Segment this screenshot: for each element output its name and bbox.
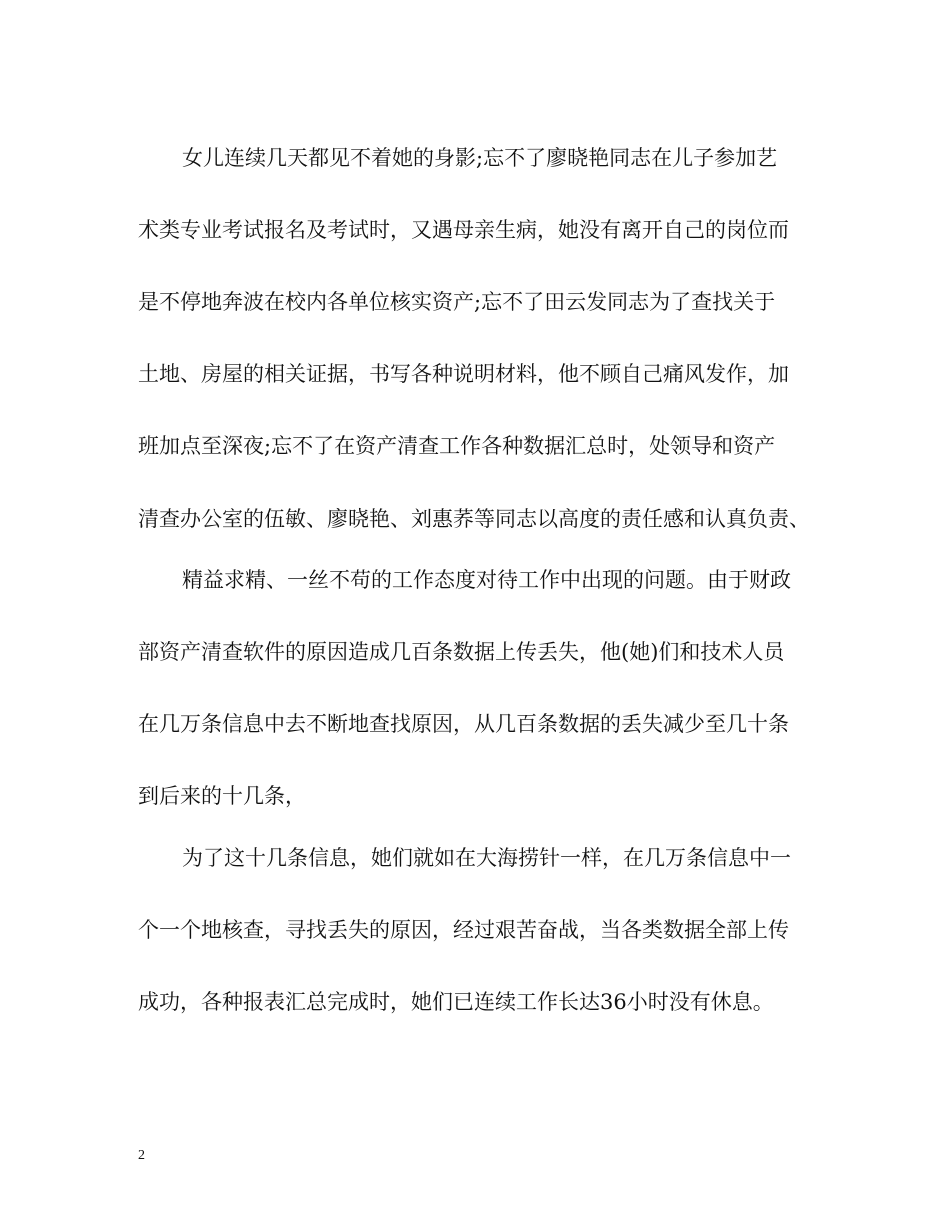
text-line: 成功，各种报表汇总完成时，她们已连续工作长达36小时没有休息。 xyxy=(138,990,774,1014)
text-line: 是不停地奔波在校内各单位核实资产;忘不了田云发同志为了查找关于 xyxy=(138,290,776,314)
text-line: 班加点至深夜;忘不了在资产清查工作各种数据汇总时，处领导和资产 xyxy=(138,434,776,458)
text-line: 在几万条信息中去不断地查找原因，从几百条数据的丢失减少至几十条 xyxy=(138,712,789,736)
text-line: 清查办公室的伍敏、廖晓艳、刘惠荞等同志以高度的责任感和认真负责、 xyxy=(138,507,810,531)
text-line: 土地、房屋的相关证据，书写各种说明材料，他不顾自己痛风发作，加 xyxy=(138,362,789,386)
text-line: 为了这十几条信息，她们就如在大海捞针一样，在几万条信息中一 xyxy=(182,846,791,870)
text-line: 个一个地核查，寻找丢失的原因，经过艰苦奋战，当各类数据全部上传 xyxy=(138,918,789,942)
text-line: 部资产清查软件的原因造成几百条数据上传丢失，他(她)们和技术人员 xyxy=(138,640,785,664)
text-line: 到后来的十几条， xyxy=(138,784,306,808)
page-number: 2 xyxy=(138,1148,145,1163)
text-line: 女儿连续几天都见不着她的身影;忘不了廖晓艳同志在儿子参加艺 xyxy=(182,146,778,170)
text-line: 精益求精、一丝不苟的工作态度对待工作中出现的问题。由于财政 xyxy=(182,568,791,592)
text-line: 术类专业考试报名及考试时，又遇母亲生病，她没有离开自己的岗位而 xyxy=(138,218,789,242)
